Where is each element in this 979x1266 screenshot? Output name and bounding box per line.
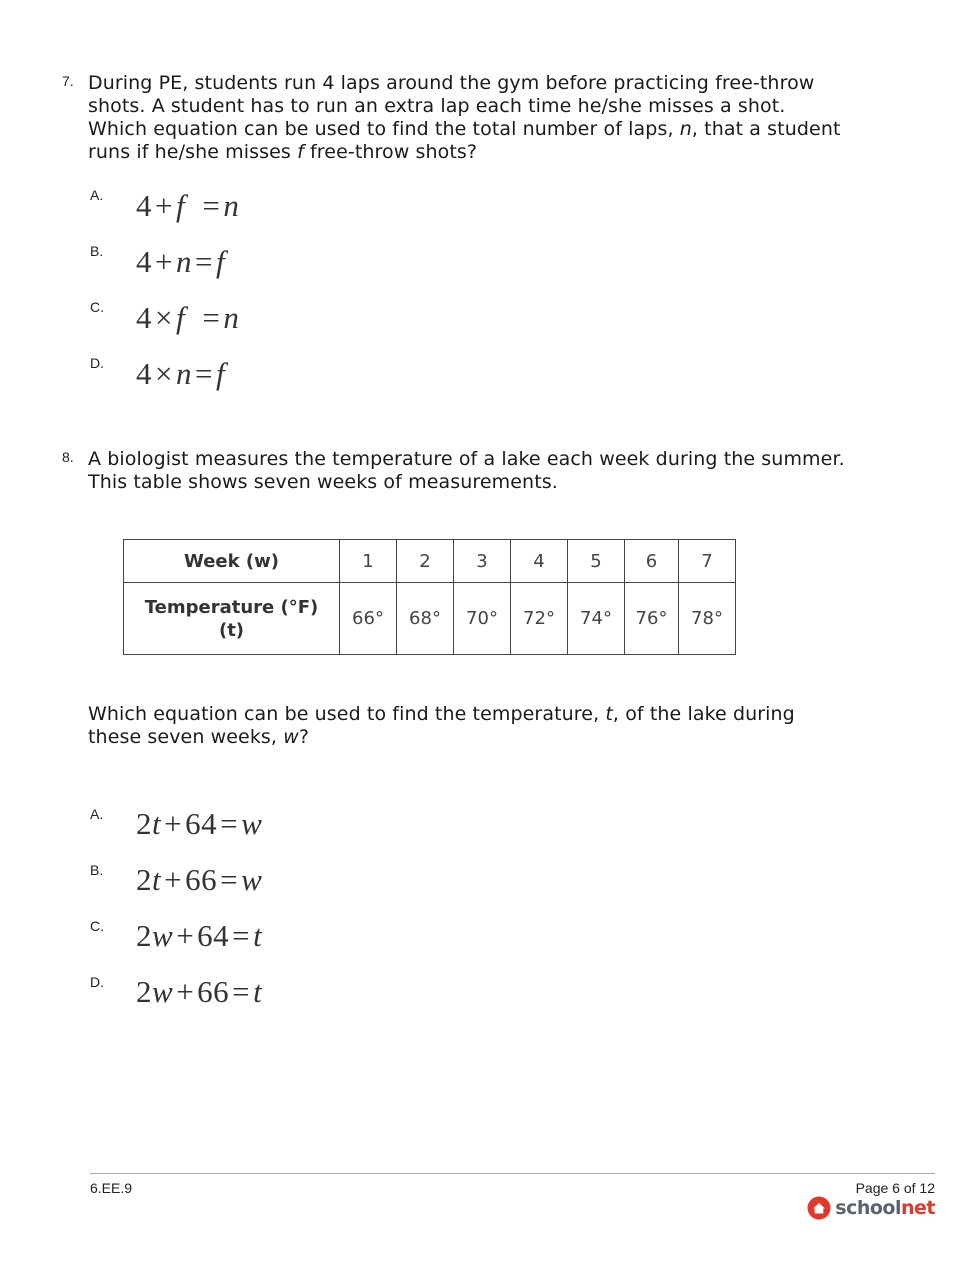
- table-cell-week: 7: [679, 540, 736, 583]
- option-equation: 2w+64=t: [136, 918, 263, 953]
- question-7-text: During PE, students run 4 laps around the gym before practicing free-throw shots. A student has to run an extra lap each time he/she misses a shot. Which equation can be used to find the total number of laps, n, that a student runs if he/she misses f free-throw shots?: [88, 72, 841, 163]
- option-letter: A.: [90, 187, 104, 203]
- house-icon: [807, 1196, 831, 1220]
- schoolnet-logo: [807, 1196, 935, 1220]
- footer-page-number: Page 6 of 12: [855, 1180, 935, 1196]
- option-equation: 4+f =n: [136, 188, 240, 223]
- table-cell-temp: 66°: [340, 583, 397, 655]
- table-cell-week: 1: [340, 540, 397, 583]
- table-row-temperatures: [124, 583, 736, 655]
- table-cell-temp: 72°: [511, 583, 568, 655]
- option-equation: 2t+64=w: [136, 806, 263, 841]
- option-equation: 2w+66=t: [136, 974, 263, 1009]
- table-row-weeks: [124, 540, 736, 583]
- table-cell-week: 2: [397, 540, 454, 583]
- table-cell-week: 6: [625, 540, 679, 583]
- table-header-temperature: Temperature (°F) (t): [124, 583, 340, 655]
- option-letter: A.: [90, 806, 104, 822]
- option-letter: B.: [90, 243, 104, 259]
- logo-text: schoolnet: [835, 1197, 935, 1219]
- table-cell-week: 4: [511, 540, 568, 583]
- question-8-number: 8.: [62, 449, 74, 465]
- temperature-table: [123, 539, 736, 655]
- option-equation: 4×f =n: [136, 300, 240, 335]
- table-cell-temp: 74°: [568, 583, 625, 655]
- option-letter: C.: [90, 918, 104, 934]
- option-equation: 2t+66=w: [136, 862, 263, 897]
- footer-standard: 6.EE.9: [90, 1180, 133, 1196]
- option-letter: D.: [90, 355, 104, 371]
- table-cell-temp: 70°: [454, 583, 511, 655]
- table-cell-temp: 78°: [679, 583, 736, 655]
- option-letter: D.: [90, 974, 104, 990]
- question-8-text: Which equation can be used to find the temperature, t, of the lake during these seven weeks, w?: [88, 703, 795, 748]
- table-cell-week: 3: [454, 540, 511, 583]
- option-letter: B.: [90, 862, 104, 878]
- table-cell-week: 5: [568, 540, 625, 583]
- table-header-week: Week (w): [124, 540, 340, 583]
- question-8-intro: A biologist measures the temperature of a lake each week during the summer. This table shows seven weeks of measurements.: [88, 448, 845, 493]
- option-letter: C.: [90, 299, 104, 315]
- option-equation: 4×n=f: [136, 356, 226, 391]
- option-equation: 4+n=f: [136, 244, 226, 279]
- footer-divider: [90, 1173, 935, 1174]
- question-7-number: 7.: [62, 73, 74, 89]
- table-cell-temp: 68°: [397, 583, 454, 655]
- table-cell-temp: 76°: [625, 583, 679, 655]
